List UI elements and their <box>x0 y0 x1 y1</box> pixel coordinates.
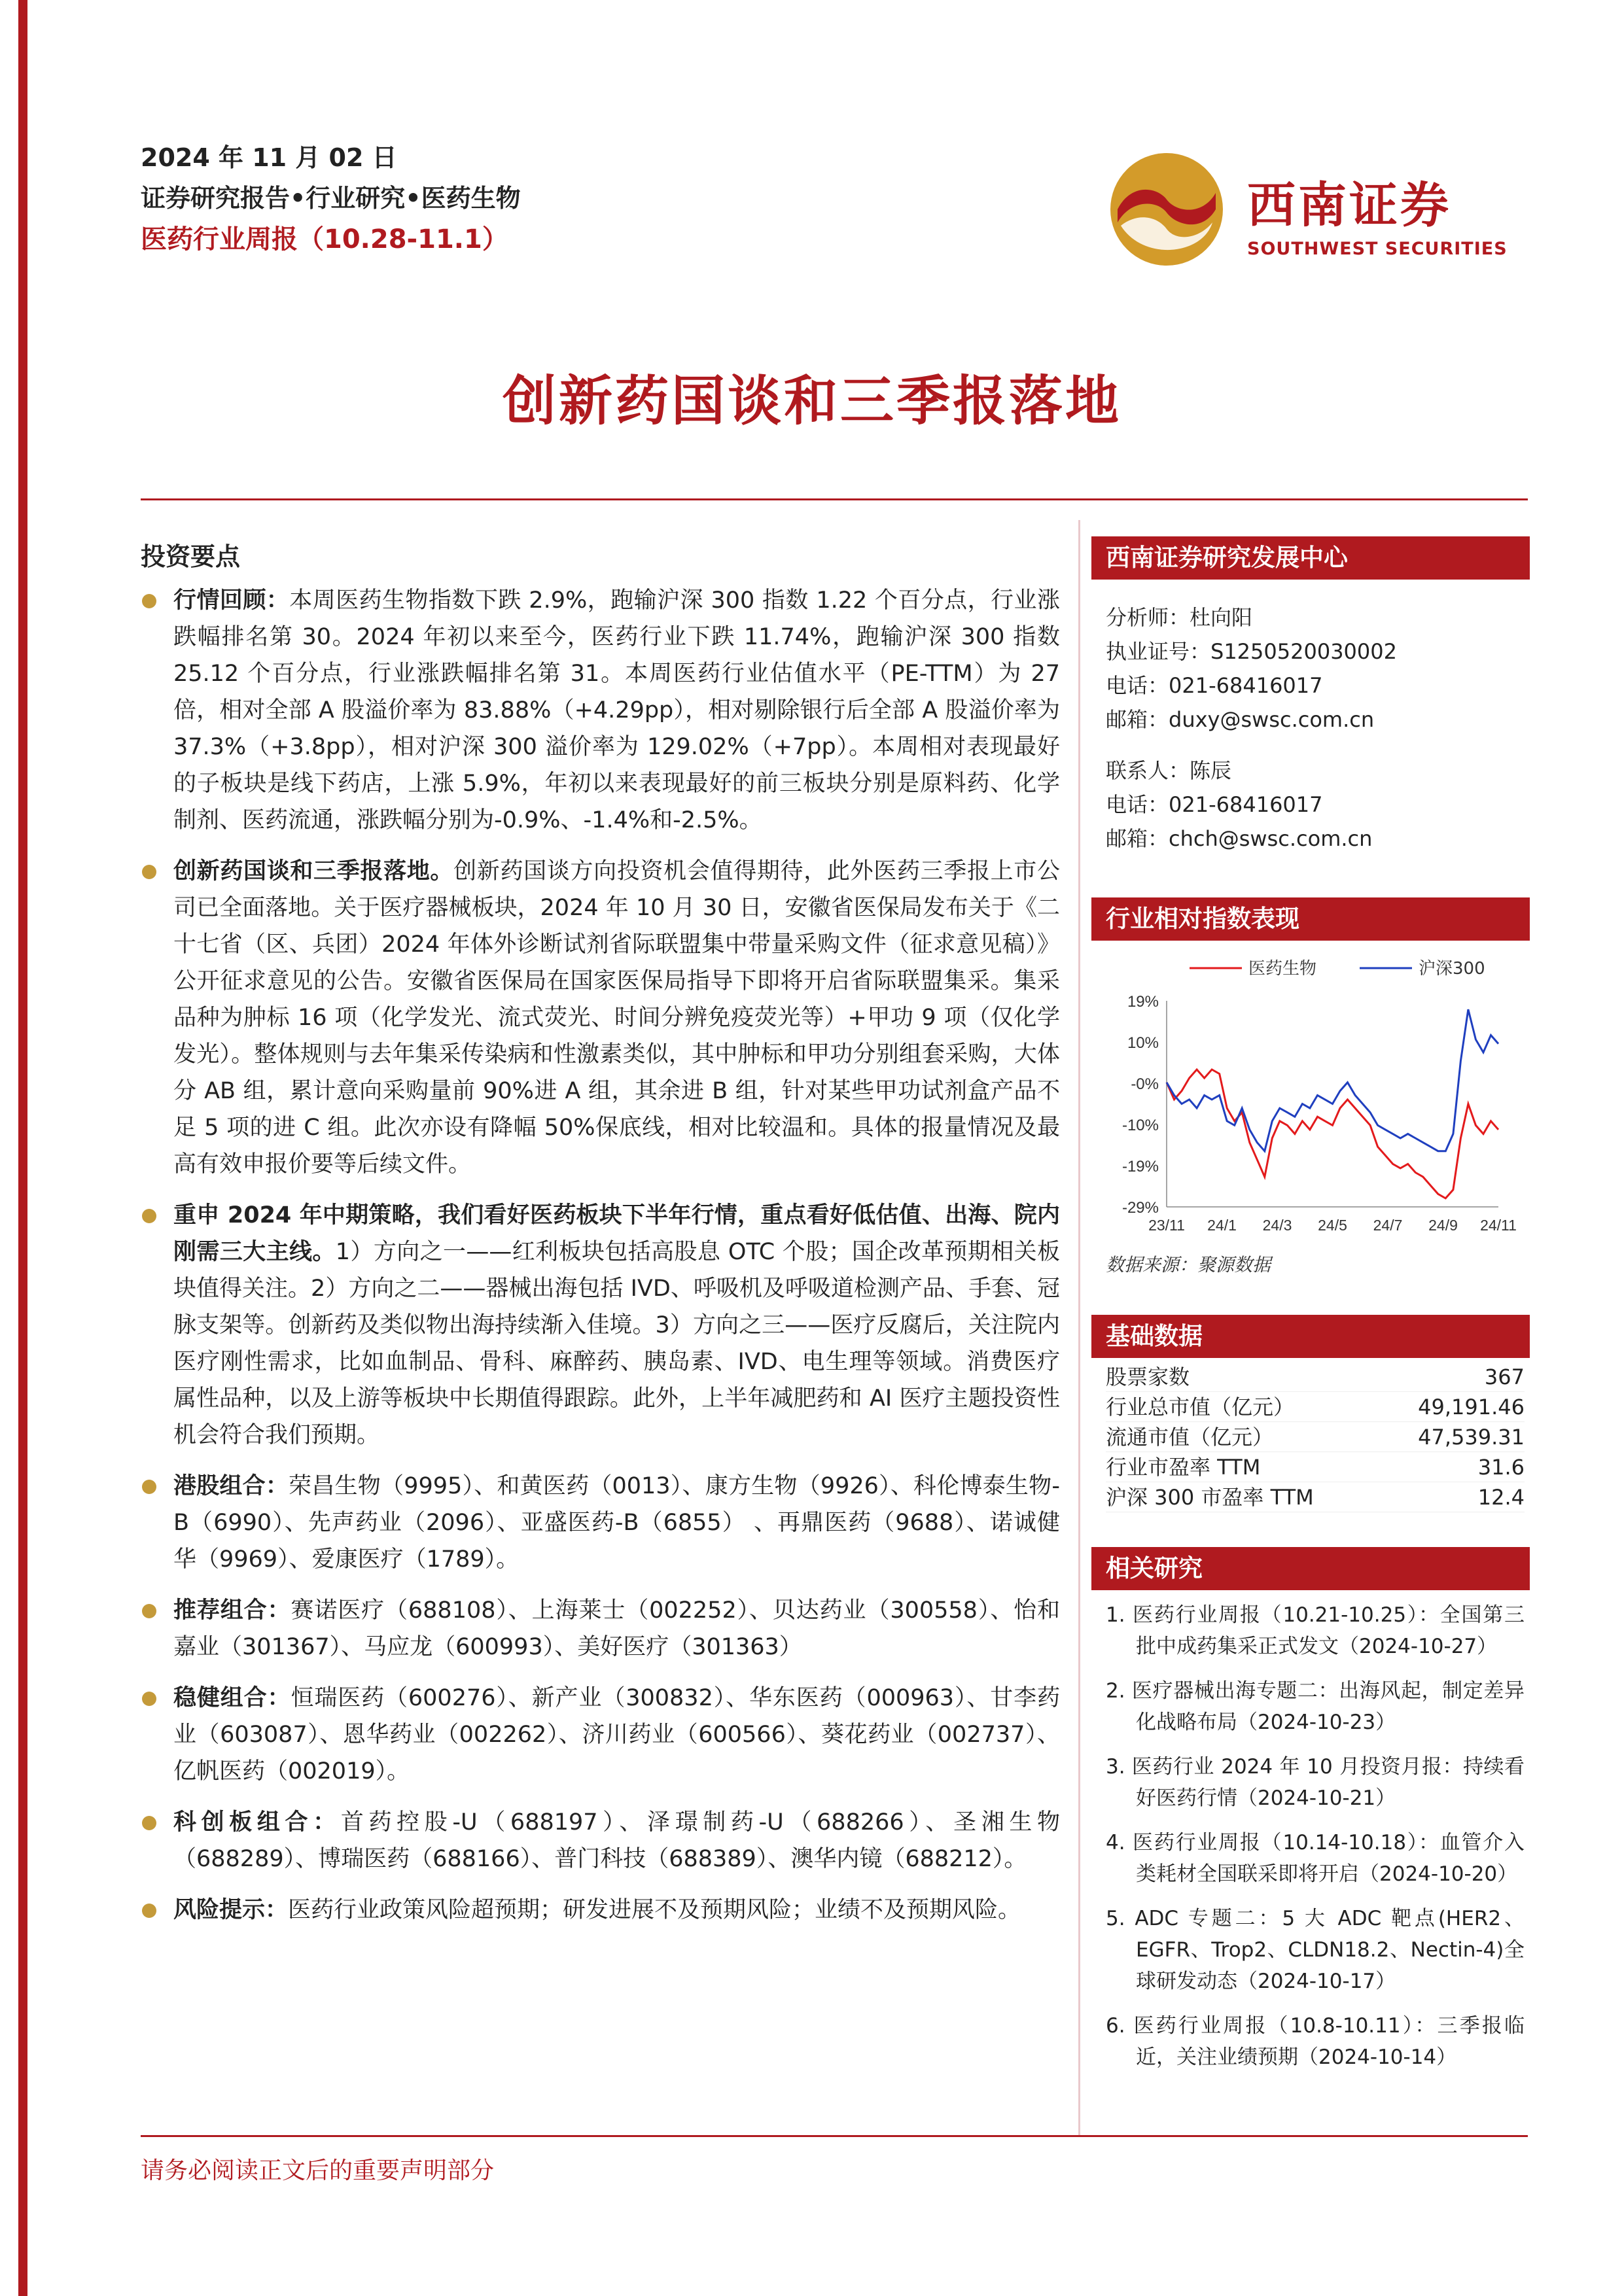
logo-emblem-icon <box>1104 147 1229 271</box>
basic-data-value: 367 <box>1484 1365 1525 1389</box>
basic-data-key: 股票家数 <box>1106 1365 1190 1389</box>
contact-name: 联系人：陈辰 <box>1106 758 1232 783</box>
bullet-text: 创新药国谈方向投资机会值得期待，此外医药三季报上市公司已全面落地。关于医疗器械板块，2024 年 10 月 30 日，安徽省医保局发布关于《二十七省（区、兵团）2024 年体外诊断试剂省际联盟集中带量采购文件（征求意见稿）》公开征求意见的公告。安徽省医保局在国家医保局指导下即将开启省际联盟集采。集采品种为肿标 16 项（化学发光、流式荧光、时间分辨免疫荧光等）+甲功 9 项（仅化学发光）。整体规则与去年集采传染病和性激素类似，其中肿标和甲功分别组套采购，大体分 AB 组，累计意向采购量前 90%进 A 组，其余进 B 组，针对某些甲功试剂盒产品不足 5 项的进 C 组。此次亦设有降幅 50%保底线，相对比较温和。具体的报量情况及最高有效申报价要等后续文件。 <box>173 858 1060 1177</box>
left-accent-bar <box>18 0 27 2296</box>
contact-phone: 电话：021-68416017 <box>1106 792 1323 817</box>
related-research-list <box>1106 1599 1525 2086</box>
basic-data-header: 基础数据 <box>1091 1315 1530 1358</box>
company-logo <box>1104 147 1523 271</box>
chart-x-tick-label: 24/9 <box>1428 1217 1458 1234</box>
bullet-heading: 创新药国谈和三季报落地。 <box>173 858 454 884</box>
basic-data-value: 31.6 <box>1477 1455 1525 1480</box>
bullet-dot-icon <box>142 865 156 879</box>
bullet-hk-portfolio <box>141 1468 1060 1578</box>
footer-disclaimer: 请务必阅读正文后的重要声明部分 <box>141 2157 495 2184</box>
basic-data-value: 49,191.46 <box>1418 1395 1525 1419</box>
logo-text-en: SOUTHWEST SECURITIES <box>1247 239 1508 259</box>
chart-x-tick-label: 24/7 <box>1373 1217 1403 1234</box>
weekly-label: 医药行业周报（10.28-11.1） <box>141 224 508 254</box>
basic-data-value: 47,539.31 <box>1418 1425 1525 1450</box>
bullet-star-market-portfolio <box>141 1804 1060 1877</box>
basic-data-row <box>1106 1362 1525 1392</box>
related-research-item[interactable]: 5. ADC 专题二：5 大 ADC 靶点(HER2、EGFR、Trop2、CLDN18.2、Nectin-4)全球研发动态（2024-10-17） <box>1106 1907 1525 1993</box>
bullet-heading: 科创板组合： <box>173 1809 341 1835</box>
research-center-header: 西南证券研究发展中心 <box>1091 536 1530 580</box>
basic-data-row <box>1106 1482 1525 1512</box>
basic-data-key: 流通市值（亿元） <box>1106 1425 1274 1450</box>
basic-data-table <box>1106 1362 1525 1512</box>
analyst-license: 执业证号：S1250520030002 <box>1106 639 1397 664</box>
bullet-dot-icon <box>142 1692 156 1706</box>
analyst-phone: 电话：021-68416017 <box>1106 673 1323 698</box>
basic-data-row <box>1106 1392 1525 1422</box>
bullet-text: 赛诺医疗（688108）、上海莱士（002252）、贝达药业（300558）、怡和嘉业（301367）、马应龙（600993）、美好医疗（301363） <box>173 1597 1060 1660</box>
bullet-dot-icon <box>142 1209 156 1223</box>
logo-text-cn: 西南证券 <box>1247 177 1451 234</box>
bullet-dot-icon <box>142 594 156 608</box>
highlights-list <box>141 582 1060 1943</box>
bullet-stable-portfolio <box>141 1680 1060 1790</box>
column-separator <box>1078 520 1080 2136</box>
bullet-heading: 稳健组合： <box>173 1685 291 1711</box>
related-research-item[interactable]: 6. 医药行业周报（10.8-10.11）：三季报临近，关注业绩预期（2024-10-14） <box>1106 2014 1525 2069</box>
basic-data-key: 沪深 300 市盈率 TTM <box>1106 1485 1314 1510</box>
bullet-text: 医药行业政策风险超预期；研发进展不及预期风险；业绩不及预期风险。 <box>288 1897 1021 1923</box>
bullet-text: 首药控股-U（688197）、泽璟制药-U（688266）、圣湘生物（688289）、博瑞医药（688166）、普门科技（688389）、澳华内镜（688212）。 <box>173 1809 1060 1872</box>
bullet-heading: 港股组合： <box>173 1473 289 1499</box>
chart-y-tick-label: -19% <box>1121 1158 1159 1175</box>
basic-data-value: 12.4 <box>1477 1485 1525 1510</box>
footer-divider <box>141 2135 1528 2137</box>
chart-x-tick-label: 23/11 <box>1148 1217 1185 1234</box>
chart-y-tick-label: 10% <box>1127 1034 1159 1052</box>
contact-info <box>1106 754 1528 856</box>
report-date: 2024 年 11 月 02 日 <box>141 143 397 172</box>
chart-x-tick-label: 24/5 <box>1318 1217 1347 1234</box>
report-category: 证券研究报告•行业研究•医药生物 <box>141 184 521 213</box>
bullet-innovation <box>141 853 1060 1183</box>
investment-highlights-heading: 投资要点 <box>141 542 241 571</box>
bullet-text: 恒瑞医药（600276）、新产业（300832）、华东医药（000963）、甘李药业（603087）、恩华药业（002262）、济川药业（600566）、葵花药业（002737）、亿帆医药（002019）。 <box>173 1685 1060 1784</box>
bullet-text: 荣昌生物（9995）、和黄医药（0013）、康方生物（9926）、科伦博泰生物-B（6990）、先声药业（2096）、亚盛医药-B（6855） 、再鼎医药（9688）、诺诚健华（9969）、爱康医疗（1789）。 <box>173 1473 1060 1573</box>
bullet-risk <box>141 1892 1060 1928</box>
chart-legend-label: 沪深300 <box>1419 959 1485 979</box>
chart-series-line <box>1167 1009 1498 1151</box>
chart-x-tick-label: 24/3 <box>1262 1217 1292 1234</box>
related-research-item[interactable]: 3. 医药行业 2024 年 10 月投资月报：持续看好医药行情（2024-10-21） <box>1106 1755 1525 1810</box>
basic-data-row <box>1106 1452 1525 1482</box>
bullet-dot-icon <box>142 1904 156 1918</box>
related-research-item[interactable]: 2. 医疗器械出海专题二：出海风起，制定差异化战略布局（2024-10-23） <box>1106 1679 1525 1734</box>
chart-series-line <box>1167 1070 1498 1198</box>
chart-y-tick-label: -0% <box>1131 1075 1159 1093</box>
bullet-strategy <box>141 1197 1060 1453</box>
chart-y-tick-label: -29% <box>1121 1199 1159 1217</box>
chart-legend-label: 医药生物 <box>1248 959 1317 979</box>
chart-x-tick-label: 24/1 <box>1207 1217 1237 1234</box>
basic-data-key: 行业总市值（亿元） <box>1106 1395 1295 1419</box>
chart-y-tick-label: 19% <box>1127 993 1159 1011</box>
bullet-text: 本周医药生物指数下跌 2.9%，跑输沪深 300 指数 1.22 个百分点，行业涨跌幅排名第 30。2024 年初以来至今，医药行业下跌 11.74%，跑输沪深 300 指数 25.12 个百分点，行业涨跌幅排名第 31。本周医药行业估值水平（PE-TTM）为 27 倍，相对全部 A 股溢价率为 83.88%（+4.29pp），相对剔除银行后全部 A 股溢价率为 37.3%（+3.8pp），相对沪深 300 溢价率为 129.02%（+7pp）。本周相对表现最好的子板块是线下药店，上涨 5.9%，年初以来表现最好的前三板块分别是原料药、化学制剂、医药流通，涨跌幅分别为-0.9%、-1.4%和-2.5%。 <box>173 587 1060 833</box>
bullet-heading: 重申 2024 年中期策略，我们看好医药板块下半年行情，重点看好低估值、出海、院内刚需三大主线。 <box>173 1202 1060 1265</box>
related-research-header: 相关研究 <box>1091 1547 1530 1590</box>
bullet-heading: 推荐组合： <box>173 1597 291 1624</box>
analyst-email[interactable]: 邮箱：duxy@swsc.com.cn <box>1106 707 1375 732</box>
chart-x-tick-label: 24/11 <box>1480 1217 1517 1234</box>
chart-source: 数据来源：聚源数据 <box>1106 1254 1271 1276</box>
chart-y-tick-label: -10% <box>1121 1117 1159 1134</box>
bullet-market-review <box>141 582 1060 839</box>
bullet-recommended-portfolio <box>141 1592 1060 1665</box>
analyst-name: 分析师：杜向阳 <box>1106 605 1253 630</box>
bullet-heading: 行情回顾： <box>173 587 290 614</box>
basic-data-key: 行业市盈率 TTM <box>1106 1455 1261 1480</box>
bullet-dot-icon <box>142 1480 156 1494</box>
related-research-item[interactable]: 1. 医药行业周报（10.21-10.25）：全国第三批中成药集采正式发文（2024-10-27） <box>1106 1603 1525 1658</box>
relative-index-chart <box>1091 942 1531 1249</box>
basic-data-row <box>1106 1422 1525 1452</box>
report-title: 创新药国谈和三季报落地 <box>502 370 1121 432</box>
chart-header: 行业相对指数表现 <box>1091 897 1530 941</box>
bullet-dot-icon <box>142 1816 156 1830</box>
title-divider <box>141 498 1528 500</box>
contact-email[interactable]: 邮箱：chch@swsc.com.cn <box>1106 826 1373 851</box>
bullet-heading: 风险提示： <box>173 1897 289 1923</box>
bullet-dot-icon <box>142 1604 156 1618</box>
related-research-item[interactable]: 4. 医药行业周报（10.14-10.18）：血管介入类耗材全国联采即将开启（2024-10-20） <box>1106 1831 1525 1886</box>
analyst-info <box>1106 600 1528 737</box>
bullet-text: 1）方向之一——红利板块包括高股息 OTC 个股；国企改革预期相关板块值得关注。2）方向之二——器械出海包括 IVD、呼吸机及呼吸道检测产品、手套、冠脉支架等。创新药及类似物出海持续渐入佳境。3）方向之三——医疗反腐后，关注院内医疗刚性需求，比如血制品、骨科、麻醉药、胰岛素、IVD、电生理等领域。消费医疗属性品种，以及上游等板块中长期值得跟踪。此外，上半年减肥药和 AI 医疗主题投资性机会符合我们预期。 <box>173 1239 1060 1448</box>
